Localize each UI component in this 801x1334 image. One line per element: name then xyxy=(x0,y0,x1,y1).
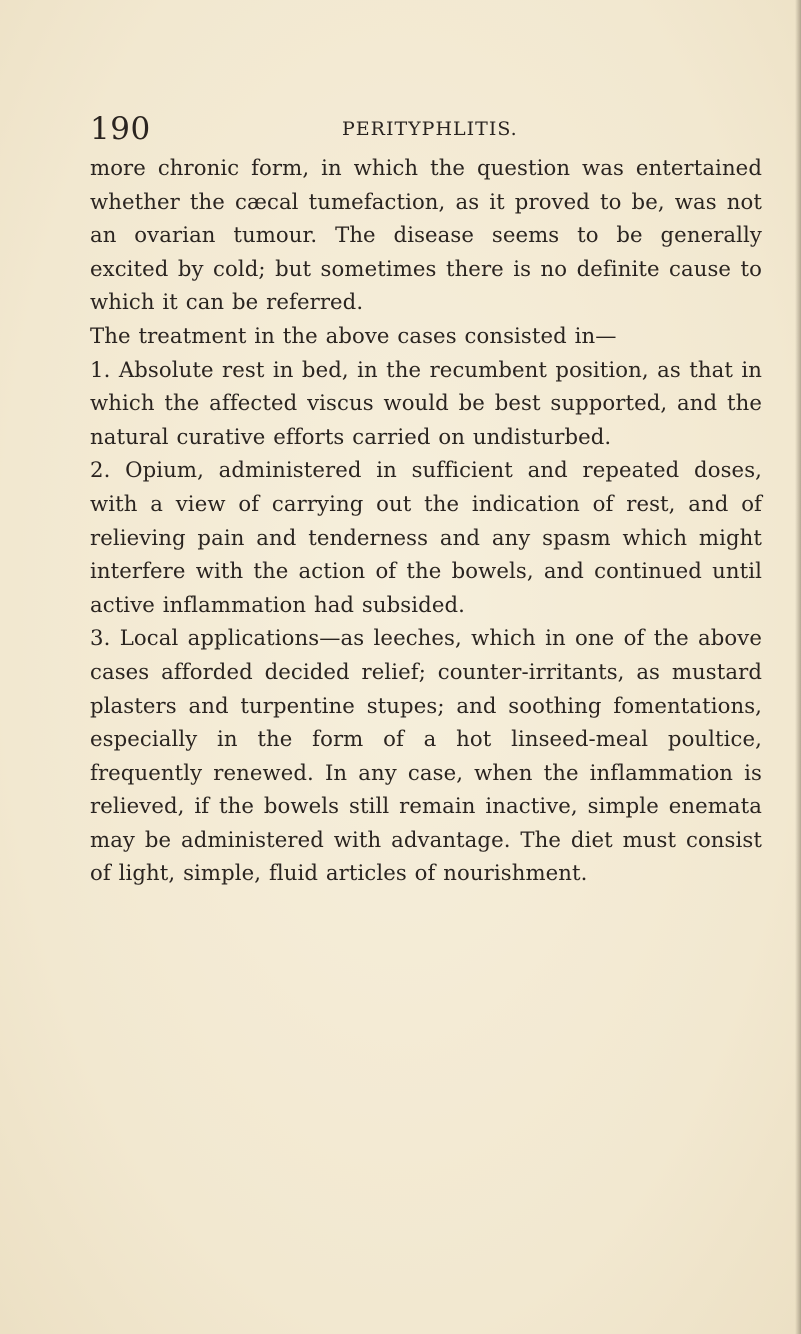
body-text xyxy=(90,151,762,890)
paragraph-item-2: 2. Opium, administered in sufficient and repeated doses, with a view of carrying out the indication of rest, and of relieving pain and tenderness and any spasm which might interfere with the action of the bowels, and continued until active inflammation had subsided. xyxy=(90,457,762,617)
paragraph-item-1: 1. Absolute rest in bed, in the recumbent position, as that in which the affected viscus would be best supported, and the natural curative efforts carried on undisturbed. xyxy=(90,356,762,449)
paragraph-treatment-intro: The treatment in the above cases consisted in— xyxy=(90,322,617,348)
page-edge-shadow xyxy=(795,0,801,1334)
running-title: PERITYPHLITIS. xyxy=(342,118,518,140)
page-number: 190 xyxy=(90,111,151,147)
page-header xyxy=(90,106,762,146)
paragraph-item-3: 3. Local applications—as leeches, which in one of the above cases afforded decided relief; counter-irritants, as mustard plasters and turpentine stupes; and soothing fomentations, especially in the form of a hot linseed-meal poultice, frequently renewed. In any case, when the inflammation is relieved, if the bowels still remain inactive, simple enemata may be administered with advantage. The diet must consist of light, simple, fluid articles of nourishment. xyxy=(90,625,762,886)
paragraph-continuation: more chronic form, in which the question was entertained whether the cæcal tumefaction, as it proved to be, was not an ovarian tumour. The disease seems to be generally excited by cold; but sometimes there is no definite cause to which it can be referred. xyxy=(90,155,762,315)
